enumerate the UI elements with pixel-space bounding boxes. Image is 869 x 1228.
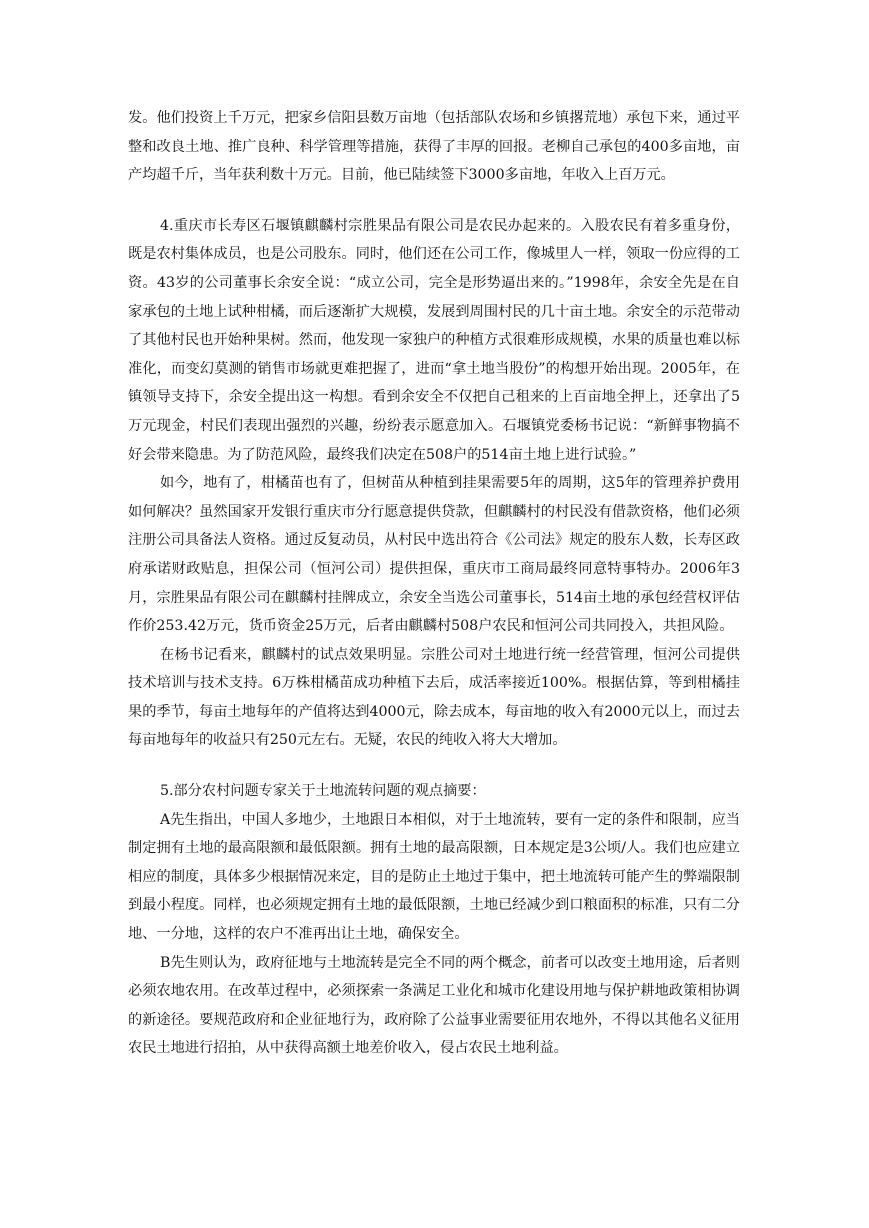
- paragraph-view-b: B先生则认为，政府征地与土地流转是完全不同的两个概念，前者可以改变土地用途，后者则必须农地农用。在改革过程中，必须探索一条满足工业化和城市化建设用地与保护耕地政策相协调的新途径。要规范政府和企业征地行为，政府除了公益事业需要征用农地外，不得以其他名义征用农民土地进行招拍，从中获得高额土地差价收入，侵占农民土地利益。: [128, 954, 740, 1057]
- paragraph-view-a: A先生指出，中国人多地少，土地跟日本相似，对于土地流转，要有一定的条件和限制，应当制定拥有土地的最高限额和最低限额。拥有土地的最高限额，日本规定是3公顷/人。我们也应建立相应的制度，具体多少根据情况来定，目的是防止土地过于集中，把土地流转可能产生的弊端限制到最小程度。同样，也必须规定拥有土地的最低限额，土地已经减少到口粮面积的标准，只有二分地、一分地，这样的农户不准再出让土地，确保安全。: [128, 811, 740, 943]
- paragraph-continued-liu: 发。他们投资上千万元，把家乡信阳县数万亩地（包括部队农场和乡镇撂荒地）承包下来，通过平整和改良土地、推广良种、科学管理等措施，获得了丰厚的回报。老柳自己承包的400多亩地，亩产均超千斤，当年获利数十万元。目前，他已陆续签下3000多亩地，年收入上百万元。: [128, 110, 740, 184]
- paragraph-item-5-heading: 5.部分农村问题专家关于土地流转问题的观点摘要：: [160, 783, 486, 800]
- paragraph-results: 在杨书记看来，麒麟村的试点效果明显。宗胜公司对土地进行统一经营管理，恒河公司提供技术培训与技术支持。6万株柑橘苗成功种植下去后，成活率接近100%。根据估算，等到柑橘挂果的季节，每亩土地每年的产值将达到4000元，除去成本，每亩地的收入有2000元以上，而过去每亩地每年的收益只有250元左右。无疑，农民的纯收入将大大增加。: [128, 646, 740, 749]
- paragraph-item-4: 4.重庆市长寿区石堰镇麒麟村宗胜果品有限公司是农民办起来的。入股农民有着多重身份，既是农村集体成员，也是公司股东。同时，他们还在公司工作，像城里人一样，领取一份应得的工资。43岁的公司董事长余安全说：“成立公司，完全是形势逼出来的。”1998年，余安全先是在自家承包的土地上试种柑橘，而后逐渐扩大规模，发展到周围村民的几十亩土地。余安全的示范带动了其他村民也开始种果树。然而，他发现一家独户的种植方式很难形成规模，水果的质量也难以标准化，而变幻莫测的销售市场就更难把握了，进而“拿土地当股份”的构想开始出现。2005年，在镇领导支持下，余安全提出这一构想。看到余安全不仅把自己租来的上百亩地全押上，还拿出了5万元现金，村民们表现出强烈的兴趣，纷纷表示愿意加入。石堰镇党委杨书记说：“新鲜事物搞不好会带来隐患。为了防范风险，最终我们决定在508户的514亩土地上进行试验。”: [128, 217, 740, 463]
- paragraph-funding: 如今，地有了，柑橘苗也有了，但树苗从种植到挂果需要5年的周期，这5年的管理养护费用如何解决？虽然国家开发银行重庆市分行愿意提供贷款，但麒麟村的村民没有借款资格，他们必须注册公司具备法人资格。通过反复动员，从村民中选出符合《公司法》规定的股东人数，长寿区政府承诺财政贴息，担保公司（恒河公司）提供担保，重庆市工商局最终同意特事特办。2006年3月，宗胜果品有限公司在麒麟村挂牌成立，余安全当选公司董事长，514亩土地的承包经营权评估作价253.42万元，货币资金25万元，后者由麒麟村508户农民和恒河公司共同投入，共担风险。: [128, 475, 740, 635]
- document-page: [128, 104, 740, 1063]
